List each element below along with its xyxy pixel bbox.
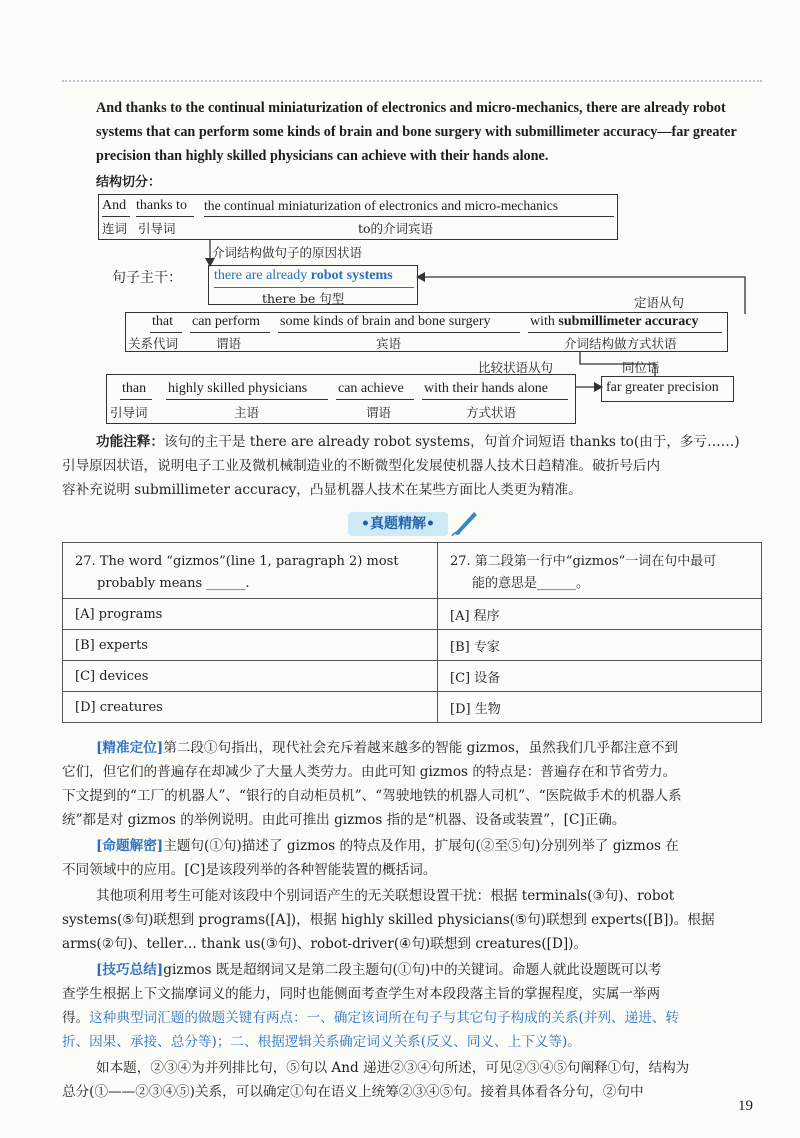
row1-thanks-underline <box>136 216 194 217</box>
main-clause-underline <box>214 287 414 288</box>
option-c-zh: [C] 设备 <box>438 661 762 692</box>
func-note-text-1: 该句的主干是 there are already robot systems，句首介词短语 thanks to(由于，多亏……) <box>163 434 740 450</box>
analysis-p4-line-1 <box>96 958 661 982</box>
row4-with-underline <box>422 399 568 400</box>
analysis-p5-line-1: 如本题，②③④为并列排比句，⑤句以 And 递进②③④句所述，可见②③④⑤句阐释①句，结构为 <box>96 1060 690 1076</box>
question-table <box>62 542 762 723</box>
row1-and: And <box>102 198 127 213</box>
option-d-en: [D] creatures <box>63 692 438 723</box>
func-note-line-3: 容补充说明 submillimeter accuracy，凸显机器人技术在某些方面比人类更为精准。 <box>62 482 582 498</box>
analysis-p4-text-3b: 这种典型词汇题的做题关键有两点：一、确定该词所在句子与其它句子构成的关系(并列、递进、转 <box>89 1010 680 1026</box>
main-clause-note: there be 句型 <box>262 291 345 306</box>
analysis-p4-text-3a: 得。 <box>62 1010 90 1026</box>
row3-that-underline <box>150 332 182 333</box>
question-decode-tag: [命题解密] <box>96 838 164 854</box>
row3-zh-with: 介词结构做方式状语 <box>564 336 677 351</box>
compare-note: 比较状语从句 <box>478 360 554 375</box>
row3-can-underline <box>190 332 270 333</box>
analysis-p3-line-1: 其他项利用考生可能对该段中个别词语产生的无关联想设置干扰：根据 terminals(③句)、robot <box>96 888 675 904</box>
header-dotted-rule <box>62 80 762 82</box>
question-stem-zh <box>438 543 762 599</box>
option-d-zh: [D] 生物 <box>438 692 762 723</box>
analysis-p4-line-2: 查学生根据上下文揣摩词义的能力，同时也能侧面考查学生对本段段落主旨的掌握程度，实属一举两 <box>62 986 661 1002</box>
row3-some-underline <box>278 332 520 333</box>
structure-label: 结构切分： <box>96 175 162 190</box>
question-stem-zh-1: 27. 第二段第一行中“gizmos”一词在句中最可 <box>450 554 717 569</box>
reason-note: 介词结构做句子的原因状语 <box>212 245 363 260</box>
compare-arrow <box>576 380 604 394</box>
analysis-p4-line-4: 折、因果、承接、总分等)；二、根据逻辑关系确定词义关系(反义、同义、上下义等)。 <box>62 1034 581 1050</box>
page-number: 19 <box>738 1098 753 1114</box>
row4-zh-than: 引导词 <box>110 405 148 420</box>
intro-line-3: precision than highly skilled physicians can achieve with their hands alone. <box>96 148 549 164</box>
option-row-a <box>63 599 762 630</box>
analysis-p2-line-1 <box>96 834 679 858</box>
row3-zh-that: 关系代词 <box>128 336 179 351</box>
row4-zh-highly: 主语 <box>234 405 260 420</box>
row1-the-underline <box>204 216 614 217</box>
analysis-p1-text-1: 第二段①句指出，现代社会充斥着越来越多的智能 gizmos，虽然我们几乎都注意不到 <box>163 740 679 756</box>
func-note-label: 功能注释： <box>96 434 164 450</box>
option-b-zh: [B] 专家 <box>438 630 762 661</box>
option-row-b <box>63 630 762 661</box>
row1-zh-the: to的介词宾语 <box>358 221 434 236</box>
row1-and-underline <box>102 216 130 217</box>
row1-the: the continual miniaturization of electronics and micro-mechanics <box>204 198 559 213</box>
analysis-p4-line-3 <box>62 1006 679 1030</box>
analysis-p4-text-1: gizmos 既是超纲词又是第二段主题句(①句)中的关键词。命题人就此设题既可以考 <box>163 962 662 978</box>
func-note-line-1 <box>96 430 740 454</box>
row1-zh-thanks: 引导词 <box>138 221 176 236</box>
question-stem-zh-2: 能的意思是______。 <box>472 576 590 591</box>
row4-highly-underline <box>166 399 328 400</box>
row4-can: can achieve <box>338 381 404 396</box>
row3-with <box>530 314 699 330</box>
analysis-p1-line-1 <box>96 736 678 760</box>
main-clause-prefix: there are already <box>214 268 311 283</box>
question-stem-en <box>63 543 438 599</box>
row3-with-underline <box>528 332 722 333</box>
option-row-d <box>63 692 762 723</box>
row4-zh-can: 谓语 <box>366 405 392 420</box>
intro-line-1: And thanks to the continual miniaturization of electronics and micro-mechanics, there are already robot <box>96 100 726 116</box>
skill-summary-tag: [技巧总结] <box>96 962 164 978</box>
analysis-p1-line-4: 统”都是对 gizmos 的举例说明。由此可推出 gizmos 指的是“机器、设备或装置”，[C]正确。 <box>62 812 626 828</box>
analysis-p2-line-2: 不同领域中的应用。[C]是该段列举的各种智能装置的概括词。 <box>62 862 437 878</box>
analysis-p3-line-2: systems(⑤句)联想到 programs([A])，根据 highly skilled physicians(⑤句)联想到 experts([B])。根据 <box>62 912 715 928</box>
option-b-en: [B] experts <box>63 630 438 661</box>
func-note-line-2: 引导原因状语，说明电子工业及微机械制造业的不断微型化发展使机器人技术日趋精准。破折号后内 <box>62 458 661 474</box>
analysis-p5-line-2: 总分(①——②③④⑤)关系，可以确定①句在语义上统筹②③④⑤句。接着具体看各分句，②句中 <box>62 1084 644 1100</box>
row4-highly: highly skilled physicians <box>168 381 308 396</box>
row1-thanks: thanks to <box>136 198 187 213</box>
far-greater-precision: far greater precision <box>606 380 719 395</box>
option-c-en: [C] devices <box>63 661 438 692</box>
main-clause <box>214 268 393 284</box>
analysis-p2-text-1: 主题句(①句)描述了 gizmos 的特点及作用，扩展句(②至⑤句)分别列举了 gizmos 在 <box>163 838 679 854</box>
row1-zh-and: 连词 <box>102 221 128 236</box>
option-row-c <box>63 661 762 692</box>
row4-than: than <box>122 381 147 396</box>
main-label: 句子主干： <box>112 270 182 286</box>
row3-zh-can: 谓语 <box>216 336 242 351</box>
row3-with-bold: submillimeter accuracy <box>558 314 699 329</box>
analysis-p3-line-3: arms(②句)、teller… thank us(③句)、robot-driver(④句)联想到 creatures([D])。 <box>62 936 588 952</box>
row3-can: can perform <box>192 314 261 329</box>
precise-location-tag: [精准定位] <box>96 740 164 756</box>
section-banner: •真题精解• <box>348 512 448 536</box>
row4-than-underline <box>120 399 152 400</box>
attr-connector <box>410 268 770 318</box>
option-a-en: [A] programs <box>63 599 438 630</box>
attr-note: 定语从句 <box>634 295 685 310</box>
row4-zh-with: 方式状语 <box>466 405 517 420</box>
row4-with: with their hands alone <box>424 381 549 396</box>
row3-zh-some: 宾语 <box>376 336 402 351</box>
row3-that: that <box>152 314 173 329</box>
pen-icon <box>450 508 480 538</box>
analysis-p1-line-3: 下文提到的“工厂的机器人”、“银行的自动柜员机”、“驾驶地铁的机器人司机”、“医院做手术的机器人系 <box>62 788 682 804</box>
question-stem-row <box>63 543 762 599</box>
row3-some: some kinds of brain and bone surgery <box>280 314 491 329</box>
intro-line-2: systems that can perform some kinds of brain and bone surgery with submillimeter accuracy—far greater <box>96 124 737 140</box>
question-stem-en-2: probably means ______. <box>97 576 250 591</box>
question-stem-en-1: 27. The word “gizmos”(line 1, paragraph 2) most <box>75 554 399 569</box>
row3-with-prefix: with <box>530 314 559 329</box>
option-a-zh: [A] 程序 <box>438 599 762 630</box>
main-clause-bold: robot systems <box>310 268 393 283</box>
row4-can-underline <box>336 399 414 400</box>
analysis-p1-line-2: 它们，但它们的普遍存在却减少了大量人类劳力。由此可知 gizmos 的特点是：普遍存在和节省劳力。 <box>62 764 677 780</box>
appos-note: 同位语 <box>622 360 660 375</box>
